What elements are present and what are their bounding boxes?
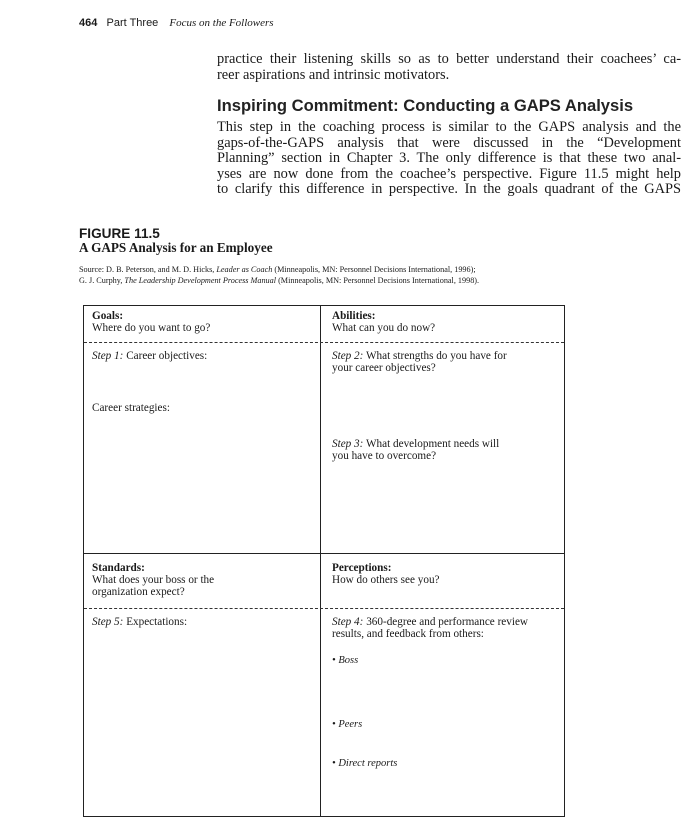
part-label: Part Three [106,17,159,29]
source-book: Leader as Coach [216,265,273,274]
text-line: Planning” section in Chapter 3. The only difference is that these two anal- [217,150,681,166]
source-text: Source: D. B. Peterson, and M. D. Hicks, [79,265,217,274]
text-line: This step in the coaching process is similar to the GAPS analysis and the [217,119,681,135]
standards-header [92,562,214,598]
figure-title: A GAPS Analysis for an Employee [79,240,273,255]
standards-step5 [92,616,187,628]
source-line-2 [79,276,479,287]
standards-title: Standards: [92,562,145,574]
step-text: your career objectives? [332,362,436,374]
source-book: The Leadership Development Process Manual [124,275,277,285]
step-label: Step 3: [332,438,364,450]
step-label: Step 2: [332,350,364,362]
abilities-step3 [332,438,499,462]
vertical-divider [320,306,321,816]
page-number: 464 [79,17,98,29]
abilities-header [332,310,435,334]
bullet-item: • Boss [332,655,359,666]
bullet-item: • Direct reports [332,758,398,769]
step-label: Step 4: [332,616,364,628]
text-line: practice their listening skills so as to better understand their coachees’ ca- [217,51,681,67]
perceptions-header [332,562,440,586]
goals-title: Goals: [92,310,124,322]
dashed-divider [84,342,564,343]
step-text: results, and feedback from others: [332,628,484,640]
horizontal-divider [84,553,564,554]
goals-strategies: Career strategies: [92,402,170,414]
standards-question: What does your boss or the [92,574,215,586]
perceptions-step4 [332,616,528,640]
source-text: G. J. Curphy, [79,275,125,285]
perceptions-title: Perceptions: [332,562,392,574]
bullet-text: Boss [338,655,359,666]
goals-step1 [92,350,207,362]
abilities-step2 [332,350,507,374]
goals-header [92,310,210,334]
step-text: 360-degree and performance review [366,616,529,628]
running-head [79,17,274,29]
step-label: Step 1: [92,350,124,362]
body-paragraph [217,120,681,198]
bullet-text: Peers [338,719,363,730]
bullet-item: • Peers [332,719,363,730]
step-text: What development needs will [366,438,500,450]
perceptions-question: How do others see you? [332,574,440,586]
section-heading: Inspiring Commitment: Conducting a GAPS Analysis [217,96,634,115]
step-text: Expectations: [126,616,188,628]
step-text: you have to overcome? [332,450,437,462]
step-text: What strengths do you have for [366,350,507,362]
gaps-table [83,305,565,817]
abilities-title: Abilities: [332,310,376,322]
figure-source [79,265,479,286]
dashed-divider [84,608,564,609]
abilities-question: What can you do now? [332,322,436,334]
source-text: (Minneapolis, MN: Personnel Decisions International, 1996); [272,265,476,274]
source-line-1 [79,265,479,276]
text-line: reer aspirations and intrinsic motivators. [217,66,450,83]
step-text: Career objectives: [126,350,208,362]
bullet-text: Direct reports [338,758,398,769]
text-line: to clarify this difference in perspective. In the goals quadrant of the GAPS [217,181,681,197]
text-line: gaps-of-the-GAPS analysis that were discussed in the “Development [217,134,681,151]
text-line: yses are now done from the coachee’s perspective. Figure 11.5 might help [217,165,681,182]
step-label: Step 5: [92,616,124,628]
goals-question: Where do you want to go? [92,322,211,334]
continuation-paragraph [217,52,681,83]
section-title: Focus on the Followers [169,17,274,29]
source-text: (Minneapolis, MN: Personnel Decisions International, 1998). [276,275,480,285]
figure-label: FIGURE 11.5 [79,226,160,241]
standards-question: organization expect? [92,586,185,598]
